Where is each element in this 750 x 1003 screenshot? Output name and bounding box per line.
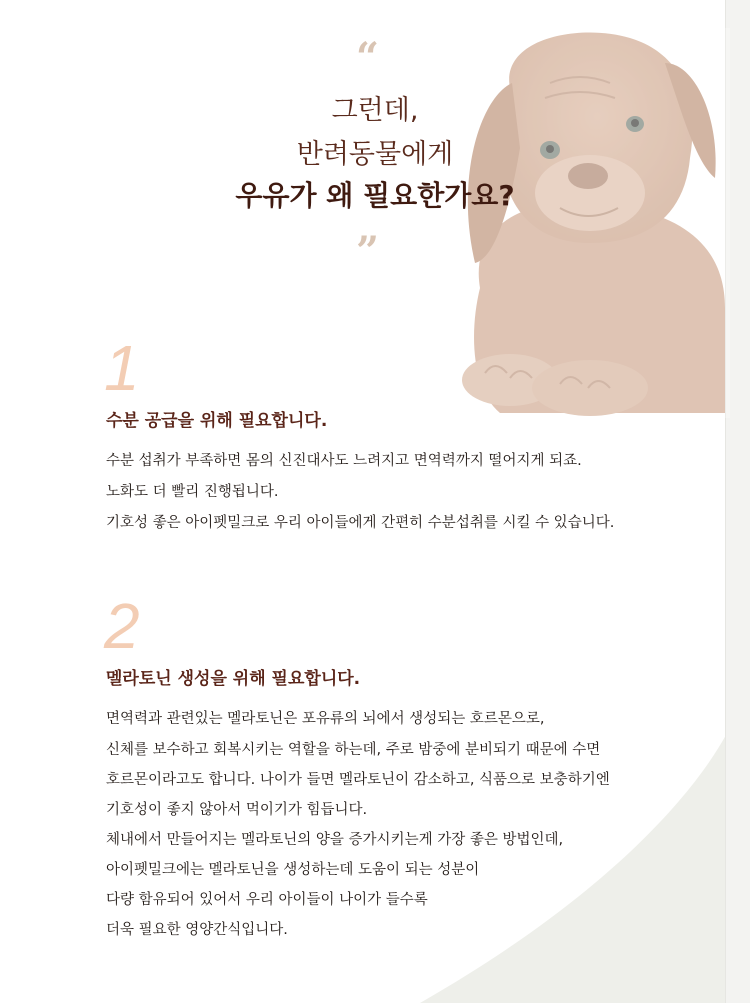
- hero-heading-line-3: 우유가 왜 필요한가요?: [235, 179, 515, 212]
- puppy-illustration: [440, 28, 730, 418]
- section-1-line: 노화도 더 빨리 진행됩니다.: [106, 484, 279, 500]
- section-2-line: 기호성이 좋지 않아서 먹이기가 힘듭니다.: [106, 802, 368, 818]
- section-1-title: 수분 공급을 위해 필요합니다.: [106, 411, 328, 431]
- section-1-number: 1: [104, 332, 140, 404]
- section-2-line: 더욱 필요한 영양간식입니다.: [106, 922, 288, 938]
- section-2-title: 멜라토닌 생성을 위해 필요합니다.: [106, 669, 361, 689]
- section-2-number: 2: [104, 590, 140, 662]
- section-1-line: 기호성 좋은 아이펫밀크로 우리 아이들에게 간편히 수분섭취를 시킬 수 있습니다.: [106, 515, 615, 531]
- section-2-line: 체내에서 만들어지는 멜라토닌의 양을 증가시키는게 가장 좋은 방법인데,: [106, 832, 564, 848]
- section-2-line: 아이펫밀크에는 멜라토닌을 생성하는데 도움이 되는 성분이: [106, 862, 480, 878]
- section-2-line: 호르몬이라고도 합니다. 나이가 들면 멜라토닌이 감소하고, 식품으로 보충하기엔: [106, 772, 610, 788]
- section-2-line: 신체를 보수하고 회복시키는 역할을 하는데, 주로 밤중에 분비되기 때문에 수면: [106, 742, 601, 758]
- hero-heading-line-1: 그런데,: [331, 95, 419, 126]
- hero-heading-line-2: 반려동물에게: [296, 139, 454, 170]
- close-quote-mark: ”: [356, 228, 380, 275]
- section-2-line: 면역력과 관련있는 멜라토닌은 포유류의 뇌에서 생성되는 호르몬으로,: [106, 711, 545, 727]
- section-2-line: 다량 함유되어 있어서 우리 아이들이 나이가 들수록: [106, 892, 428, 908]
- open-quote-mark: “: [356, 34, 380, 81]
- section-1-line: 수분 섭취가 부족하면 몸의 신진대사도 느려지고 면역력까지 떨어지게 되죠.: [106, 453, 582, 469]
